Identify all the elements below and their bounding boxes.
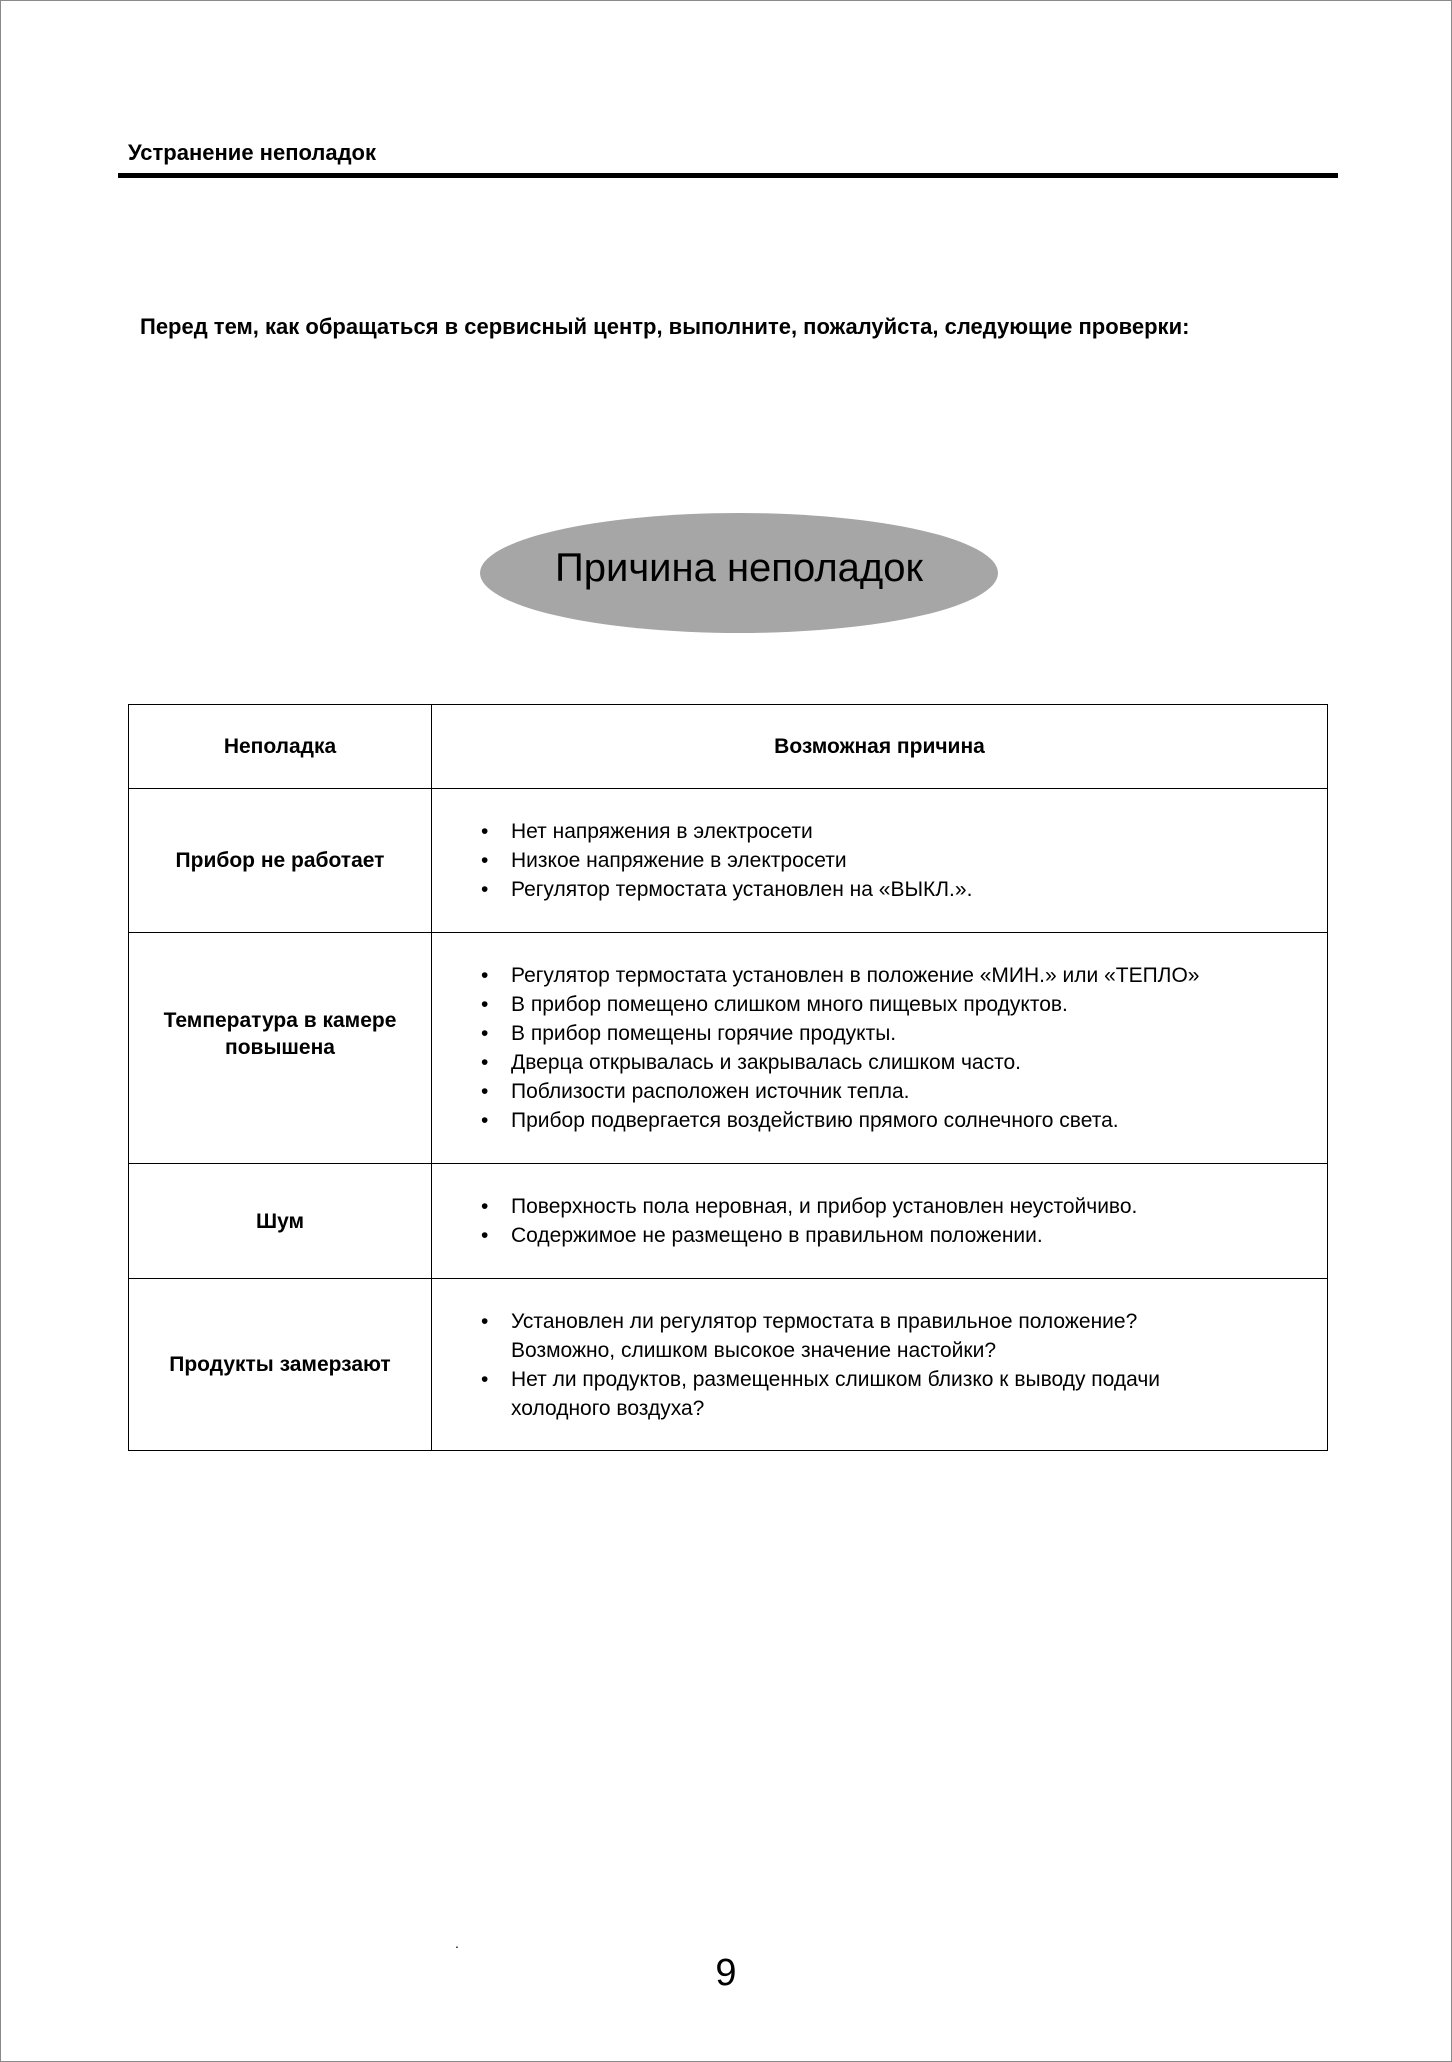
section-banner	[480, 513, 998, 633]
cause-item: • Регулятор термостата установлен в положение «МИН.» или «ТЕПЛО»	[481, 961, 1307, 990]
cause-item: • В прибор помещены горячие продукты.	[481, 1019, 1307, 1048]
cause-item: • Регулятор термостата установлен на «ВЫКЛ.».	[481, 875, 1307, 904]
table-row	[129, 933, 1328, 1164]
stray-dot: .	[455, 1935, 459, 1951]
cause-item: • Прибор подвергается воздействию прямого солнечного света.	[481, 1106, 1307, 1135]
cause-cell	[432, 1279, 1328, 1451]
cause-cell	[432, 933, 1328, 1164]
cause-list	[432, 961, 1327, 1135]
cause-list	[432, 1192, 1327, 1250]
table-row	[129, 1164, 1328, 1279]
table-row	[129, 1279, 1328, 1451]
table-header-row	[129, 705, 1328, 789]
banner-label: Причина неполадок	[554, 545, 923, 590]
header-cause: Возможная причина	[432, 705, 1328, 789]
cause-item: • Нет ли продуктов, размещенных слишком близко к выводу подачи холодного воздуха?	[481, 1365, 1217, 1423]
cause-cell	[432, 789, 1328, 933]
cause-item: • В прибор помещено слишком много пищевых продуктов.	[481, 990, 1307, 1019]
cause-item: • Нет напряжения в электросети	[481, 817, 1307, 846]
problem-label: Температура в камере повышена	[163, 1009, 397, 1059]
page-number: 9	[715, 1952, 737, 1994]
header-problem: Неполадка	[129, 705, 432, 789]
problem-cell: Прибор не работает	[129, 789, 432, 933]
cause-cell	[432, 1164, 1328, 1279]
intro-text: Перед тем, как обращаться в сервисный центр, выполните, пожалуйста, следующие проверки:	[140, 314, 1190, 339]
header-rule	[118, 173, 1338, 178]
cause-item: • Низкое напряжение в электросети	[481, 846, 1307, 875]
problem-cell: Продукты замерзают	[129, 1279, 432, 1451]
section-title: Устранение неполадок	[128, 140, 376, 165]
cause-item: • Поверхность пола неровная, и прибор установлен неустойчиво.	[481, 1192, 1307, 1221]
problem-cell: Шум	[129, 1164, 432, 1279]
cause-list	[432, 1307, 1327, 1423]
cause-list	[432, 817, 1327, 904]
problem-cell	[129, 933, 432, 1164]
cause-item: • Установлен ли регулятор термостата в правильное положение? Возможно, слишком высокое значение настойки?	[481, 1307, 1217, 1365]
cause-item: • Поблизости расположен источник тепла.	[481, 1077, 1307, 1106]
cause-item: • Дверца открывалась и закрывалась слишком часто.	[481, 1048, 1307, 1077]
troubleshooting-table	[128, 704, 1328, 1451]
table-row	[129, 789, 1328, 933]
cause-item: • Содержимое не размещено в правильном положении.	[481, 1221, 1307, 1250]
